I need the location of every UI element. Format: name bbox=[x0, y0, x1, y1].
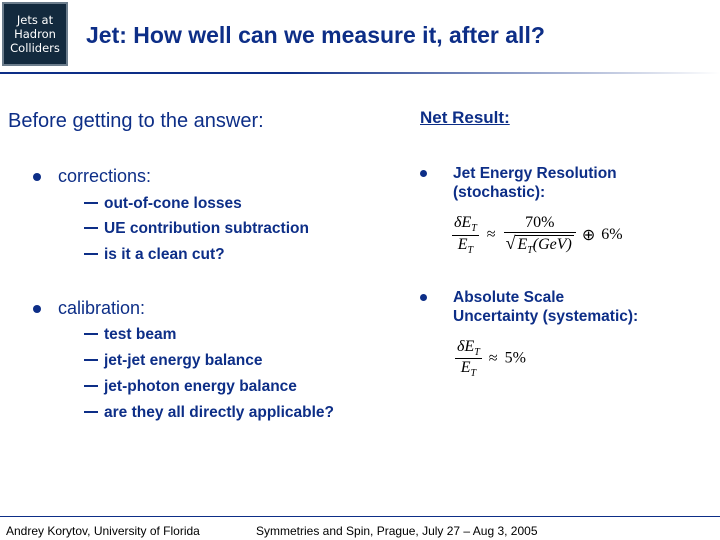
bullet-dot bbox=[33, 173, 41, 181]
approx-symbol: ≈ bbox=[488, 349, 498, 367]
left-header: Before getting to the answer: bbox=[8, 110, 264, 132]
lhs-fraction bbox=[455, 338, 482, 379]
resolution-text bbox=[453, 164, 693, 202]
absolute-text bbox=[453, 288, 693, 326]
calibration-item bbox=[84, 352, 263, 370]
corrections-item-text: UE contribution subtraction bbox=[104, 220, 309, 237]
bullet-dot bbox=[420, 170, 427, 177]
resolution-line-1: Jet Energy Resolution bbox=[453, 165, 617, 182]
absolute-line-2: Uncertainty (systematic): bbox=[453, 308, 639, 325]
dash-mark bbox=[84, 359, 98, 361]
calibration-item-text: are they all directly applicable? bbox=[104, 404, 335, 421]
corrections-item bbox=[84, 220, 309, 238]
calibration-item-text: test beam bbox=[104, 326, 177, 343]
right-header: Net Result: bbox=[420, 108, 510, 127]
lhs-denominator: E bbox=[460, 359, 471, 377]
rhs-denominator-unit: (GeV) bbox=[532, 236, 572, 253]
lhs-denominator-sub: T bbox=[470, 368, 477, 380]
corrections-item bbox=[84, 246, 225, 264]
corrections-item bbox=[84, 195, 242, 213]
rhs-numerator: 70% bbox=[525, 214, 555, 231]
calibration-item-text: jet-jet energy balance bbox=[104, 352, 263, 369]
calibration-item bbox=[84, 378, 297, 396]
constant-term: 6% bbox=[601, 226, 623, 244]
slide-title: Jet: How well can we measure it, after all? bbox=[86, 22, 545, 48]
dash-mark bbox=[84, 411, 98, 413]
logo-line-2: Hadron bbox=[14, 27, 56, 41]
footer-author: Andrey Korytov, University of Florida bbox=[6, 524, 200, 538]
title-divider bbox=[0, 72, 720, 74]
corrections-item-text: out-of-cone losses bbox=[104, 195, 242, 212]
calibration-item-text: jet-photon energy balance bbox=[104, 378, 297, 395]
dash-mark bbox=[84, 202, 98, 204]
absolute-line-1: Absolute Scale bbox=[453, 289, 565, 306]
logo-line-1: Jets at bbox=[16, 13, 54, 27]
oplus-symbol: ⊕ bbox=[581, 227, 596, 245]
dash-mark bbox=[84, 333, 98, 335]
lhs-numerator-sub: T bbox=[471, 223, 477, 235]
calibration-item bbox=[84, 404, 334, 422]
footer-conference: Symmetries and Spin, Prague, July 27 – Aug 3, 2005 bbox=[256, 524, 538, 538]
calibration-label: calibration: bbox=[58, 298, 146, 318]
rhs-denominator-var: E bbox=[517, 236, 528, 253]
rhs-fraction: $\frac{70\%}{√ E_T(GeV)}$ bbox=[504, 214, 576, 256]
lhs-denominator: E bbox=[457, 235, 468, 253]
corrections-item-text: is it a clean cut? bbox=[104, 246, 225, 263]
lhs-numerator: δE bbox=[457, 338, 475, 355]
bullet-dot bbox=[420, 294, 427, 301]
dash-mark bbox=[84, 253, 98, 255]
corrections-label: corrections: bbox=[58, 166, 152, 186]
absolute-formula bbox=[455, 338, 526, 379]
dash-mark bbox=[84, 385, 98, 387]
logo-line-3: Colliders bbox=[10, 41, 60, 55]
lhs-numerator-sub: T bbox=[474, 347, 480, 359]
bullet-dot bbox=[33, 305, 41, 313]
footer-divider bbox=[0, 516, 720, 517]
lhs-denominator-sub: T bbox=[467, 244, 474, 256]
lhs-fraction bbox=[452, 214, 479, 255]
calibration-item bbox=[84, 326, 176, 344]
dash-mark bbox=[84, 227, 98, 229]
rhs-denominator-sub: T bbox=[527, 245, 533, 257]
logo-badge bbox=[2, 2, 68, 66]
resolution-line-2: (stochastic): bbox=[453, 184, 546, 201]
resolution-formula: $\frac{\delta E_T}{E_T}$ ≈ $\frac{70\%}{√ E_T(GeV)}$ ⊕ 6% bbox=[454, 214, 623, 257]
lhs-numerator: δE bbox=[454, 214, 472, 232]
absolute-value: 5% bbox=[504, 349, 526, 367]
